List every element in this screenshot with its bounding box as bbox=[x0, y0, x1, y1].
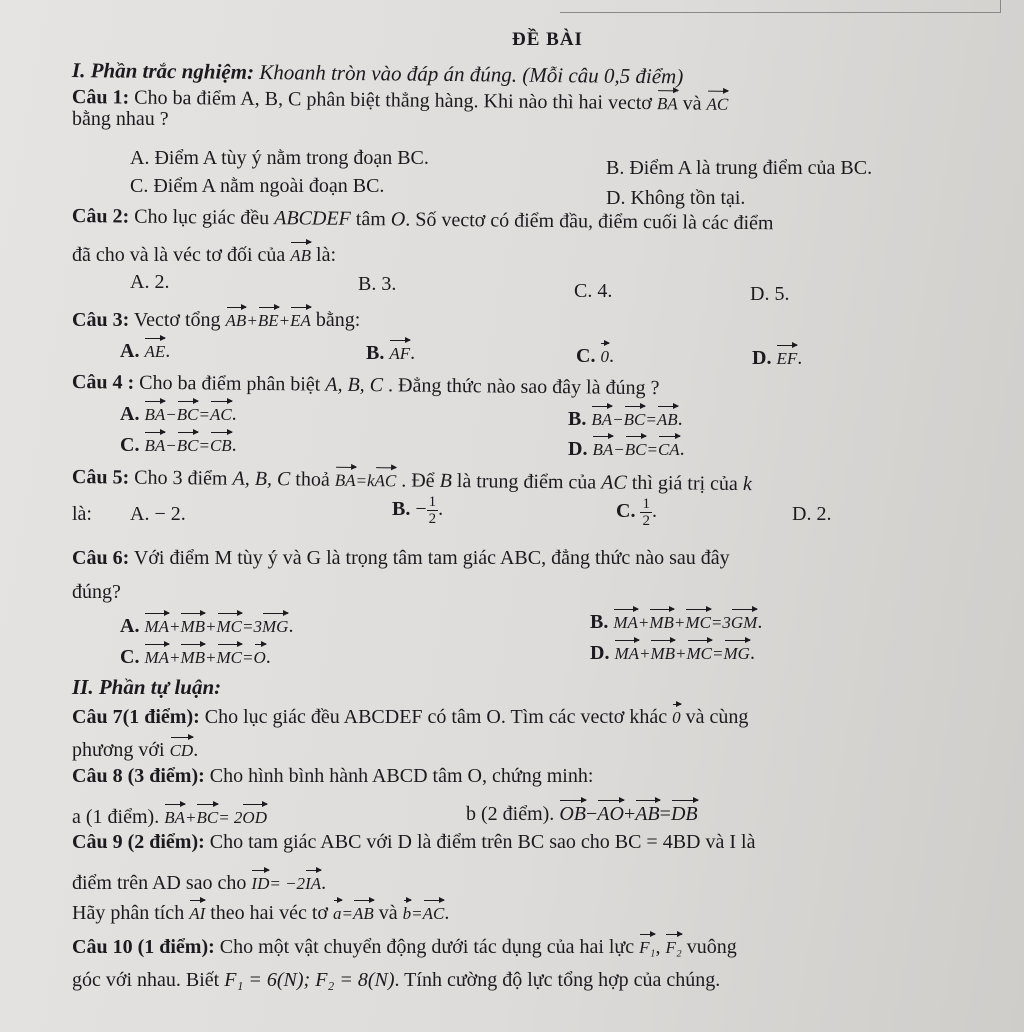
vector-cd: CD bbox=[170, 733, 194, 763]
zero-vector: 0 bbox=[672, 700, 681, 730]
q6-stem-cont: đúng? bbox=[72, 581, 121, 603]
q5-la: là: bbox=[72, 503, 92, 525]
q2-stem: Câu 2: Cho lục giác đều ABCDEF tâm O. Số vectơ có điểm đầu, điểm cuối là các điểm bbox=[71, 205, 774, 235]
q9-line2: điểm trên AD sao cho ID= −2IA. bbox=[72, 866, 326, 896]
zero-vector: 0 bbox=[600, 339, 609, 369]
vector-ea: EA bbox=[290, 303, 311, 333]
header-box-border bbox=[560, 0, 1001, 13]
q2-option-c[interactable]: C. 4. bbox=[574, 280, 613, 302]
q2-option-b[interactable]: B. 3. bbox=[358, 273, 397, 295]
q1-option-a[interactable]: A. Điểm A tùy ý nằm trong đoạn BC. bbox=[130, 147, 429, 169]
q8-part-a: a (1 điểm). BA+BC= 2OD bbox=[72, 800, 267, 830]
q7-stem-cont: phương với CD. bbox=[72, 733, 198, 763]
q7-stem: Câu 7(1 điểm): Cho lục giác đều ABCDEF có tâm O. Tìm các vectơ khác 0 và cùng bbox=[72, 700, 748, 730]
q8-part-b: b (2 điểm). OB−AO+AB=DB bbox=[466, 796, 698, 826]
q1-stem-cont: bằng nhau ? bbox=[72, 108, 169, 130]
q9-stem: Câu 9 (2 điểm): Cho tam giác ABC với D là điểm trên BC sao cho BC = 4BD và I là bbox=[72, 831, 756, 853]
exam-title: ĐỀ BÀI bbox=[512, 29, 583, 50]
vector-ef: EF bbox=[776, 341, 797, 371]
q6-option-a[interactable]: A. MA+MB+MC=3MG. bbox=[120, 609, 293, 639]
q3-option-c[interactable]: C. 0. bbox=[576, 339, 614, 369]
q6-option-b[interactable]: B. MA+MB+MC=3GM. bbox=[590, 605, 762, 635]
q4-option-d[interactable]: D. BA−BC=CA. bbox=[568, 432, 685, 462]
q9-line3: Hãy phân tích AI theo hai véc tơ a=AB và b=AC. bbox=[72, 896, 449, 926]
vector-ac: AC bbox=[706, 87, 728, 117]
part2-heading: II. Phần tự luận: bbox=[72, 675, 222, 699]
q8-stem: Câu 8 (3 điểm): Cho hình bình hành ABCD tâm O, chứng minh: bbox=[72, 765, 594, 787]
q2-stem-cont: đã cho và là véc tơ đối của AB là: bbox=[72, 238, 336, 268]
q5-option-b[interactable]: B. − $\frac{1}{2}$ . bbox=[392, 494, 444, 527]
q3-option-b[interactable]: B. AF. bbox=[366, 336, 415, 366]
vector-af: AF bbox=[389, 336, 410, 366]
q4-option-a[interactable]: A. BA−BC=AC. bbox=[120, 397, 237, 427]
q4-option-b[interactable]: B. BA−BC=AB. bbox=[568, 402, 683, 432]
fraction: $\frac{1}{2}$ bbox=[428, 494, 437, 527]
vector-ab: AB bbox=[290, 238, 311, 268]
q10-line2: góc với nhau. Biết F₁ = 6(N); F₂ = 8(N). Tính cường độ lực tổng hợp của chúng. bbox=[72, 969, 721, 991]
q6-option-c[interactable]: C. MA+MB+MC=O. bbox=[120, 640, 271, 670]
q5-option-a[interactable]: A. − 2. bbox=[130, 503, 186, 525]
q1-option-c[interactable]: C. Điểm A nằm ngoài đoạn BC. bbox=[130, 175, 385, 197]
vector-be: BE bbox=[258, 303, 279, 333]
q5-option-c[interactable]: C. $\frac{1}{2}$ . bbox=[616, 496, 657, 529]
vector-ab: AB bbox=[226, 303, 247, 333]
fraction: $\frac{1}{2}$ bbox=[642, 496, 650, 529]
q6-option-d[interactable]: D. MA+MB+MC=MG. bbox=[590, 636, 755, 666]
q4-option-c[interactable]: C. BA−BC=CB. bbox=[120, 428, 237, 458]
q1-option-b[interactable]: B. Điểm A là trung điểm của BC. bbox=[606, 157, 873, 179]
q5-stem: Câu 5: Cho 3 điểm A, B, C thoả BA=kAC . Để B là trung điểm của AC thì giá trị của k bbox=[72, 460, 752, 497]
q3-option-a[interactable]: A. AE. bbox=[120, 334, 170, 364]
q2-option-a[interactable]: A. 2. bbox=[130, 271, 170, 293]
vector-ae: AE bbox=[144, 334, 165, 364]
q5-option-d[interactable]: D. 2. bbox=[792, 503, 832, 525]
q10-stem: Câu 10 (1 điểm): Cho một vật chuyển động dưới tác dụng của hai lực F₁, F₂ vuông bbox=[72, 930, 737, 960]
q1-option-d[interactable]: D. Không tồn tại. bbox=[606, 187, 746, 209]
vector-ba: BA bbox=[657, 86, 678, 116]
q3-stem: Câu 3: Vectơ tổng AB+BE+EA bằng: bbox=[72, 303, 360, 333]
q1-stem: Câu 1: Cho ba điểm A, B, C phân biệt thẳng hàng. Khi nào thì hai vectơ BA và AC bbox=[72, 80, 729, 117]
q6-stem: Câu 6: Với điểm M tùy ý và G là trọng tâm tam giác ABC, đẳng thức nào sau đây bbox=[72, 547, 730, 569]
q3-option-d[interactable]: D. EF. bbox=[752, 341, 802, 371]
part1-heading: I. Phần trắc nghiệm: Khoanh tròn vào đáp án đúng. (Mỗi câu 0,5 điểm) bbox=[71, 58, 684, 89]
q4-stem: Câu 4 : Cho ba điểm phân biệt A, B, C . Đẳng thức nào sao đây là đúng ? bbox=[71, 371, 660, 400]
q2-option-d[interactable]: D. 5. bbox=[750, 283, 790, 305]
